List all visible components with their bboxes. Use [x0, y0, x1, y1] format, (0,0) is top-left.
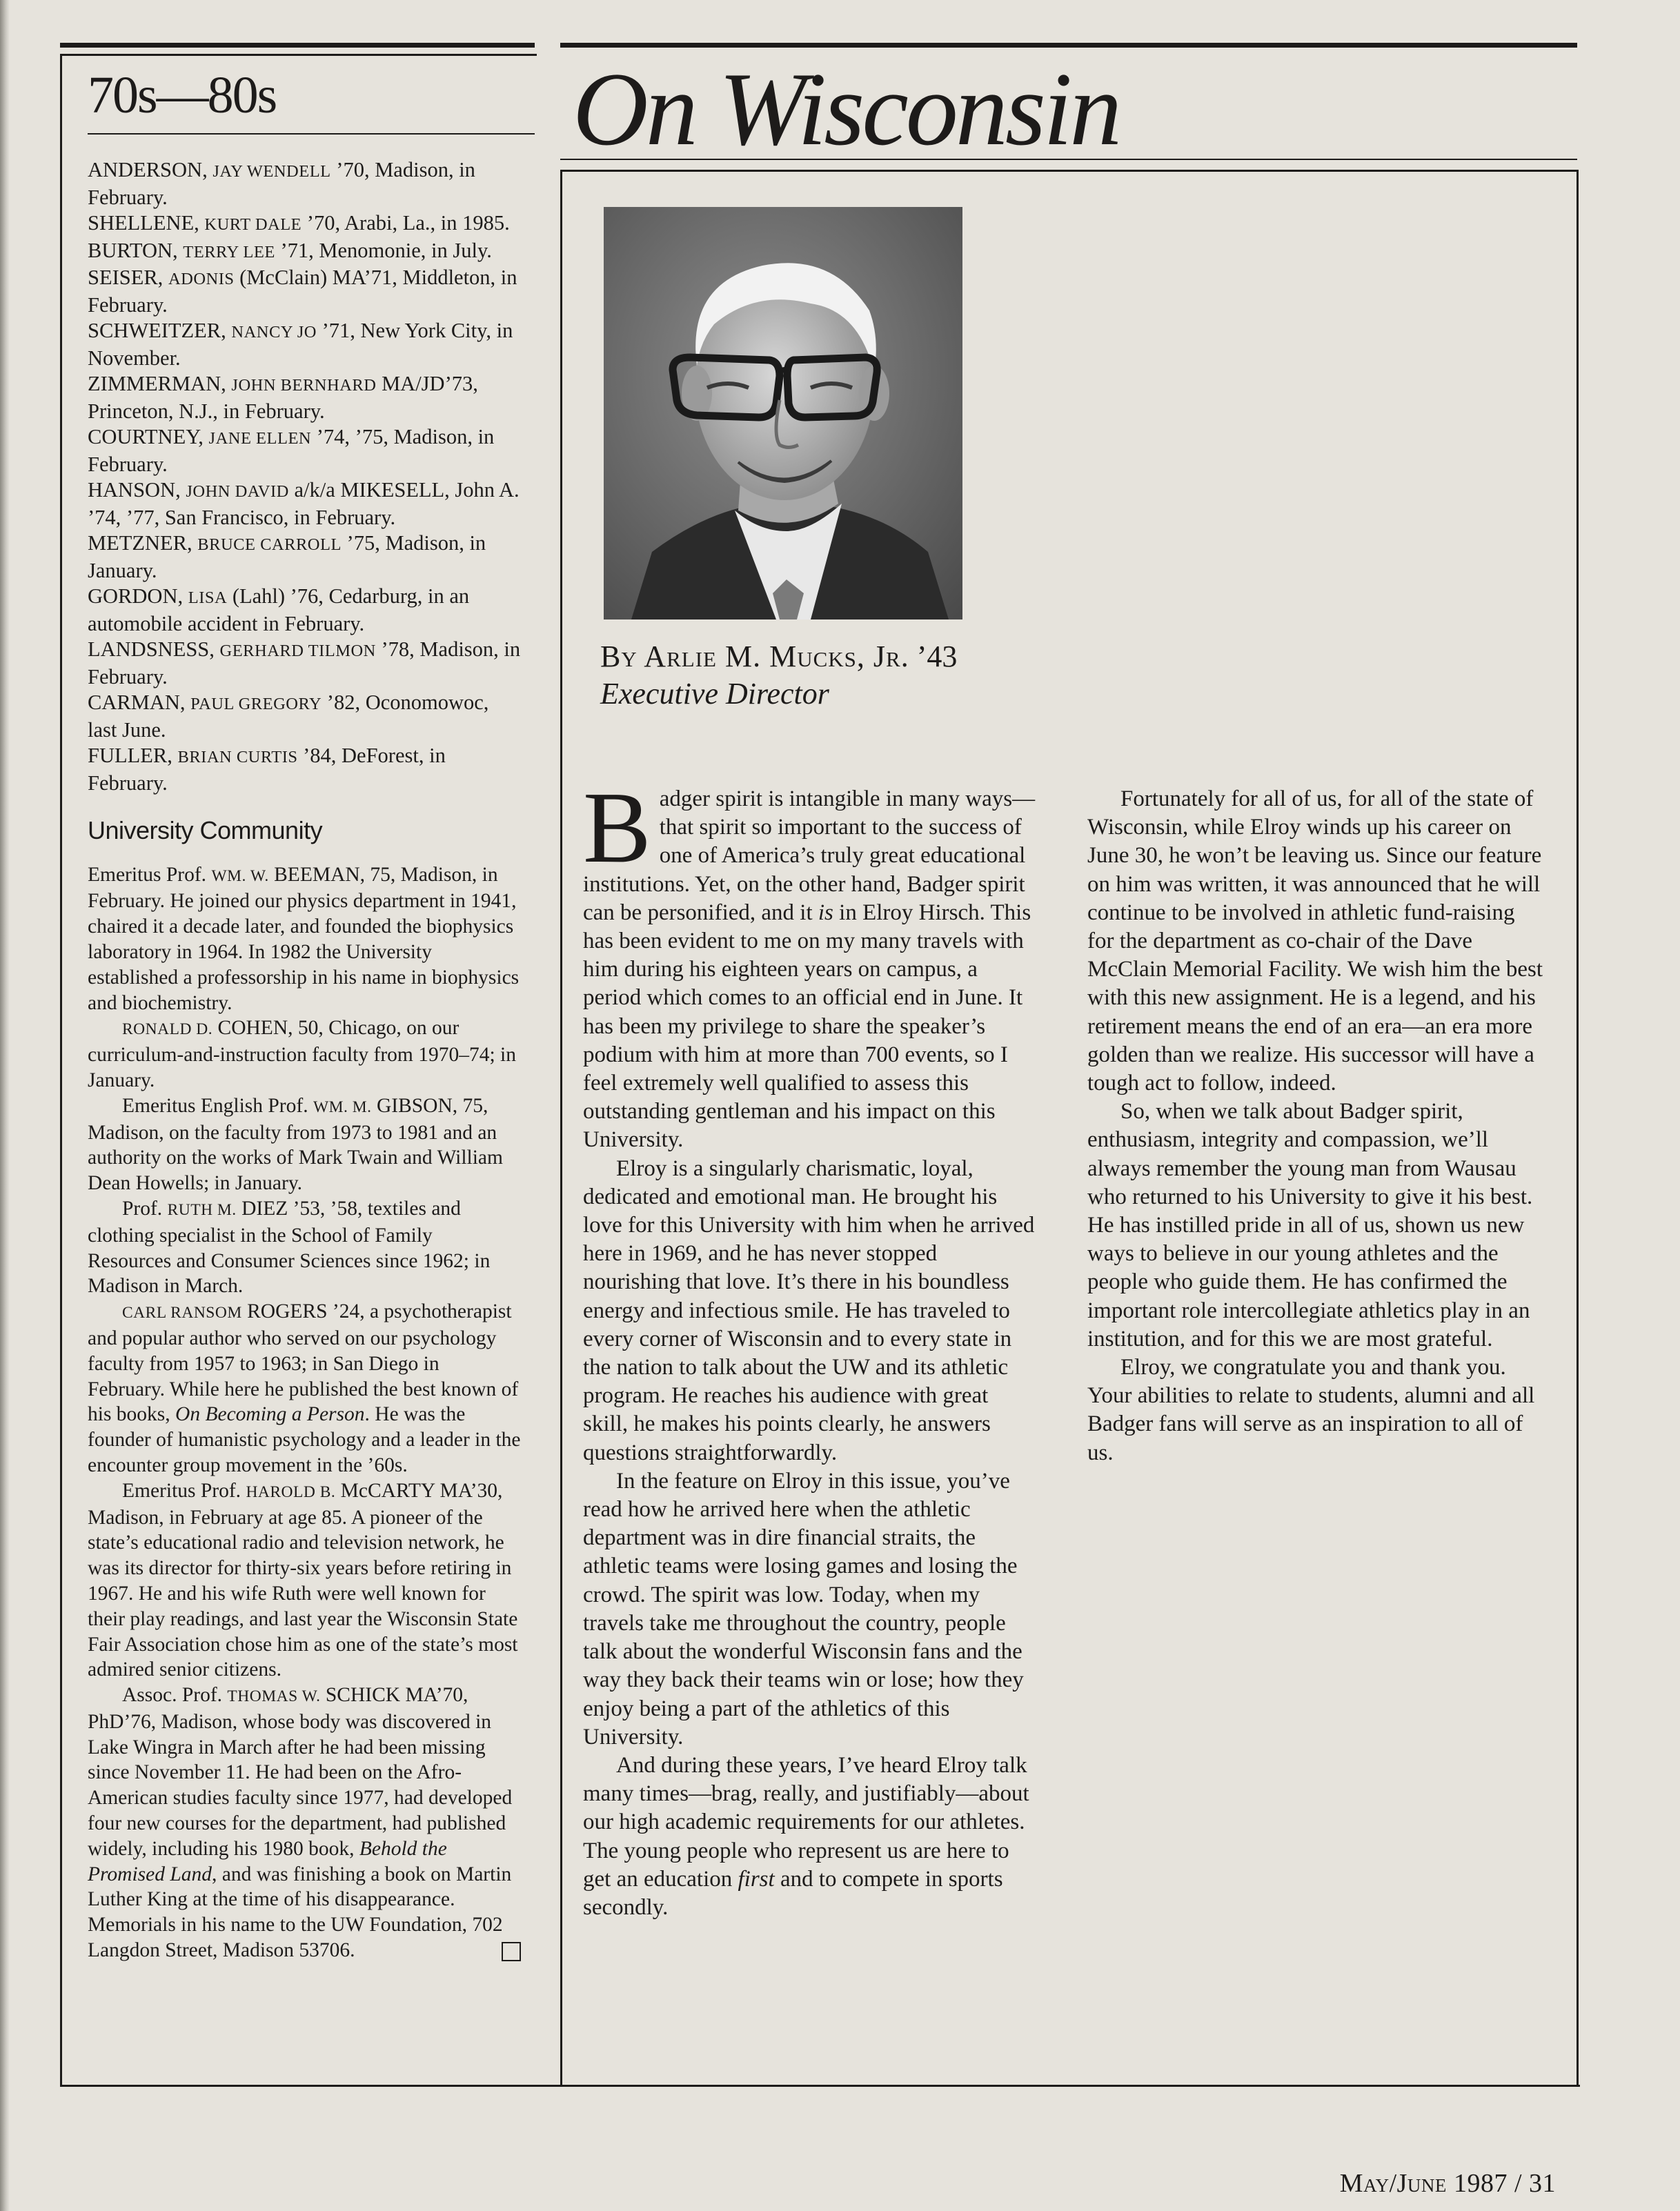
byline-class-year: ’43 [909, 639, 958, 673]
obituary-entry [88, 210, 521, 238]
faculty-given-name: WM. W. [211, 866, 269, 885]
faculty-given-name: HAROLD B. [246, 1483, 336, 1501]
obituary-given-name: TERRY LEE [183, 242, 275, 261]
faculty-title: Prof. [122, 1197, 168, 1220]
obituary-column [88, 157, 521, 1963]
faculty-details: DIEZ ’53, ’58, textiles and clothing specialist in the School of Family Resources and Consumer Sciences since 1962; in Madison in March. [88, 1197, 491, 1298]
faculty-given-name: RUTH M. [167, 1200, 237, 1219]
byline-role: Executive Director [600, 677, 829, 711]
obituary-entry [88, 424, 521, 477]
obituary-surname: ZIMMERMAN, [88, 372, 232, 395]
obituary-entry [88, 690, 521, 743]
paragraph-text: In the feature on Elroy in this issue, you’ve read how he arrived here when the athletic department was in dire financial straits, the athletic teams were losing games and losing the crowd. The spirit was low. Today, when my travels take me throughout the country, people talk about the wonderful Wisconsin fans and the way they back their teams win or lose; how they enjoy being a part of the athletics of this University. [583, 1468, 1024, 1749]
obituary-list [88, 157, 521, 796]
article-paragraph [583, 1155, 1038, 1467]
obituary-surname: CARMAN, [88, 691, 191, 714]
faculty-details: McCARTY MA’30, Madison, in February at age 85. A pioneer of the state’s educational radio and television network, he was its director for thirty-six years before retiring in 1967. He and his wife Ruth were well known for their play readings, and last year the Wisconsin State Fair Association chose him as one of the state’s most admired senior citizens. [88, 1479, 518, 1681]
emphasis: first [738, 1866, 775, 1892]
obituary-details: ’70, Madison, in February. [88, 158, 475, 209]
obituary-surname: METZNER, [88, 531, 198, 555]
obituary-details: ’78, Madison, in February. [88, 637, 521, 688]
obituary-details: ’82, Oconomowoc, last June. [88, 691, 489, 742]
author-portrait-photo [604, 207, 962, 619]
byline-author [600, 638, 1290, 675]
obituary-given-name: JOHN BERNHARD [231, 376, 377, 395]
section-heading-70s-80s: 70s—80s [88, 66, 277, 124]
obituary-entry [88, 531, 521, 584]
obituary-given-name: BRUCE CARROLL [197, 535, 342, 554]
page-spine-shadow [0, 0, 10, 2211]
faculty-obituary [88, 1683, 521, 1963]
drop-cap: B [583, 771, 651, 884]
faculty-obituary [88, 862, 521, 1016]
right-top-rule [560, 43, 1577, 48]
faculty-title: Emeritus English Prof. [122, 1094, 313, 1117]
faculty-title: Emeritus Prof. [88, 863, 212, 886]
faculty-details: GIBSON, 75, Madison, on the faculty from 1973 to 1981 and an authority on the works of Mark Twain and William Dean Howells; in January. [88, 1094, 503, 1195]
paragraph-text: adger spirit is intangible in many ways—that spirit so important to the success of one of America’s truly great educational institutions. Yet, on the other hand, Badger spirit can be personified, and it [583, 786, 1036, 925]
faculty-title: Emeritus Prof. [122, 1479, 246, 1502]
folio-page-number: / 31 [1507, 2169, 1556, 2198]
obituary-given-name: KURT DALE [204, 215, 302, 234]
faculty-obituary [88, 1196, 521, 1299]
article-paragraph [583, 771, 1038, 1155]
paragraph-text: And during these years, I’ve heard Elroy talk many times—brag, really, and justifiably—about our high academic requirements for our athletes. The young people who represent us are here to get an education [583, 1752, 1029, 1892]
obituary-details: ’71, Menomonie, in July. [275, 238, 492, 262]
paragraph-text: Elroy is a singularly charismatic, loyal, dedicated and emotional man. He brought his love for this University with him when he arrived here in 1969, and he has never stopped nourishing that love. It’s there in his boundless energy and infectious smile. He has traveled to every corner of Wisconsin and to every state in the nation to talk about the UW and its athletic program. He reaches his audience with great skill, he makes his points clearly, he answers questions straightforwardly. [583, 1156, 1035, 1465]
obituary-given-name: ADONIS [168, 270, 235, 288]
left-heading-underline [88, 133, 535, 135]
byline-author-name: By Arlie M. Mucks, Jr. [600, 639, 909, 673]
obituary-entry [88, 371, 521, 424]
obituary-details: ’75, Madison, in January. [88, 531, 486, 582]
faculty-details-cont: , and was finishing a book on Martin Luther King at the time of his disappearance. Memorials in his name to the UW Foundation, 702 Langdon Street, Madison 53706. [88, 1863, 512, 1962]
faculty-obituary [88, 1015, 521, 1093]
faculty-given-name: THOMAS W. [227, 1687, 321, 1706]
obituary-entry [88, 318, 521, 371]
obituary-surname: FULLER, [88, 744, 178, 767]
book-title: On Becoming a Person [175, 1403, 365, 1426]
obituary-entry [88, 637, 521, 690]
obituary-given-name: NANCY JO [231, 323, 317, 341]
obituary-given-name: GERHARD TILMON [219, 642, 376, 660]
obituary-details: ’84, DeForest, in February. [88, 744, 446, 795]
faculty-title: Assoc. Prof. [122, 1684, 228, 1707]
obituary-details: ’74, ’75, Madison, in February. [88, 425, 495, 476]
obituary-entry [88, 584, 521, 637]
faculty-obituary [88, 1478, 521, 1683]
obituary-given-name: LISA [188, 588, 228, 607]
paragraph-text: So, when we talk about Badger spirit, enthusiasm, integrity and compassion, we’ll always remember the young man from Wausau who returned to his University to give it his best. He has instilled pride in all of us, shown us new ways to believe in our young athletes and the people who guide them. He has confirmed the important role intercollegiate athletics play in an institution, and for this we are most grateful. [1087, 1099, 1533, 1351]
obituary-given-name: JANE ELLEN [208, 429, 312, 448]
obituary-surname: COURTNEY, [88, 425, 209, 448]
paragraph-text: Fortunately for all of us, for all of the state of Wisconsin, while Elroy winds up his career on June 30, he won’t be leaving us. Since our feature on him was written, it was announced that he will continue to be involved in athletic fund-raising for the department as co-chair of the Dave McClain Memorial Facility. We wish him the best with this new assignment. He is a legend, and his retirement means the end of an era—an era more golden than we realize. His successor will have a tough act to follow, indeed. [1087, 786, 1543, 1096]
article-paragraph [583, 1752, 1038, 1922]
faculty-obituary [88, 1093, 521, 1196]
page-folio [1340, 2168, 1556, 2199]
faculty-details: ROGERS ’24, a psychotherapist and popular author who served on our psychology faculty from 1957 to 1963; in San Diego in February. While here he published the best known of his books, [88, 1300, 519, 1426]
obituary-surname: LANDSNESS, [88, 637, 220, 661]
obituary-given-name: JAY WENDELL [213, 162, 331, 181]
obituary-details: ’70, Arabi, La., in 1985. [302, 211, 510, 235]
portrait-illustration [604, 207, 962, 619]
byline [600, 638, 1290, 713]
obituary-surname: BURTON, [88, 238, 184, 262]
faculty-obituary [88, 1299, 521, 1478]
end-of-section-box-icon [502, 1942, 521, 1961]
article-paragraph [1087, 785, 1543, 1098]
obituary-entry [88, 743, 521, 796]
article-paragraph [1087, 1098, 1543, 1354]
faculty-given-name: WM. M. [313, 1098, 372, 1116]
faculty-details-cont: . He was the founder of humanistic psychology and a leader in the encounter group movement in the ’60s. [88, 1403, 521, 1476]
faculty-details: BEEMAN, 75, Madison, in February. He joined our physics department in 1941, chaired it a decade later, and founded the biophysics laboratory in 1964. In 1982 the University established a professorship in his name in biophysics and biochemistry. [88, 863, 520, 1014]
faculty-details: SCHICK MA’70, PhD’76, Madison, whose body was discovered in Lake Wingra in March after he had been missing since November 11. He had been on the Afro-American studies faculty since 1977, had developed four new courses for the department, had published widely, including his 1980 book, [88, 1684, 513, 1860]
folio-issue: May/June [1339, 2169, 1447, 2198]
left-top-rule [60, 43, 535, 48]
obituary-given-name: JOHN DAVID [186, 482, 289, 501]
folio-year: 1987 [1446, 2169, 1508, 2198]
obituary-details: ’71, New York City, in November. [88, 319, 513, 370]
faculty-given-name: CARL RANSOM [122, 1304, 242, 1322]
obituary-surname: HANSON, [88, 478, 186, 502]
article-column-1 [583, 771, 1038, 1922]
paragraph-text-cont: in Elroy Hirsch. This has been evident to me on my many travels with him during his eighteen years on campus, a period which comes to an official end in June. It has been my privilege to share the speaker’s podium with him at more than 700 events, so I feel extremely well qualified to assess this outstanding gentleman and his impact on this University. [583, 900, 1031, 1153]
university-community-heading: University Community [88, 816, 323, 844]
page-title: On Wisconsin [573, 51, 1120, 167]
article-paragraph [583, 1467, 1038, 1752]
obituary-entry [88, 477, 521, 531]
obituary-surname: SCHWEITZER, [88, 319, 232, 342]
obituary-surname: ANDERSON, [88, 158, 213, 181]
obituary-surname: GORDON, [88, 584, 188, 608]
article-paragraph [1087, 1354, 1543, 1467]
article-column-2 [1087, 785, 1543, 1467]
obituary-entry [88, 238, 521, 266]
paragraph-text: Elroy, we congratulate you and thank you. Your abilities to relate to students, alumni and all Badger fans will serve as an inspiration to all of us. [1087, 1355, 1535, 1465]
book-title: Behold the Promised Land [88, 1837, 447, 1885]
obituary-given-name: PAUL GREGORY [190, 695, 322, 713]
obituary-details: a/k/a MIKESELL, John A. ’74, ’77, San Francisco, in February. [88, 478, 520, 529]
obituary-details: (Lahl) ’76, Cedarburg, in an automobile accident in February. [88, 584, 470, 635]
obituary-surname: SEISER, [88, 266, 168, 289]
obituary-details: MA/JD’73, Princeton, N.J., in February. [88, 372, 478, 423]
obituary-given-name: BRIAN CURTIS [177, 748, 298, 766]
obituary-entry [88, 157, 521, 210]
paragraph-text-cont: and to compete in sports secondly. [583, 1866, 1003, 1920]
faculty-given-name: RONALD D. [122, 1020, 213, 1039]
obituary-entry [88, 265, 521, 318]
obituary-details: (McClain) MA’71, Middleton, in February. [88, 266, 517, 317]
university-community-list [88, 862, 521, 1963]
faculty-details: COHEN, 50, Chicago, on our curriculum-and-instruction faculty from 1970–74; in January. [88, 1017, 516, 1091]
obituary-surname: SHELLENE, [88, 211, 205, 235]
emphasis: is [818, 900, 833, 925]
